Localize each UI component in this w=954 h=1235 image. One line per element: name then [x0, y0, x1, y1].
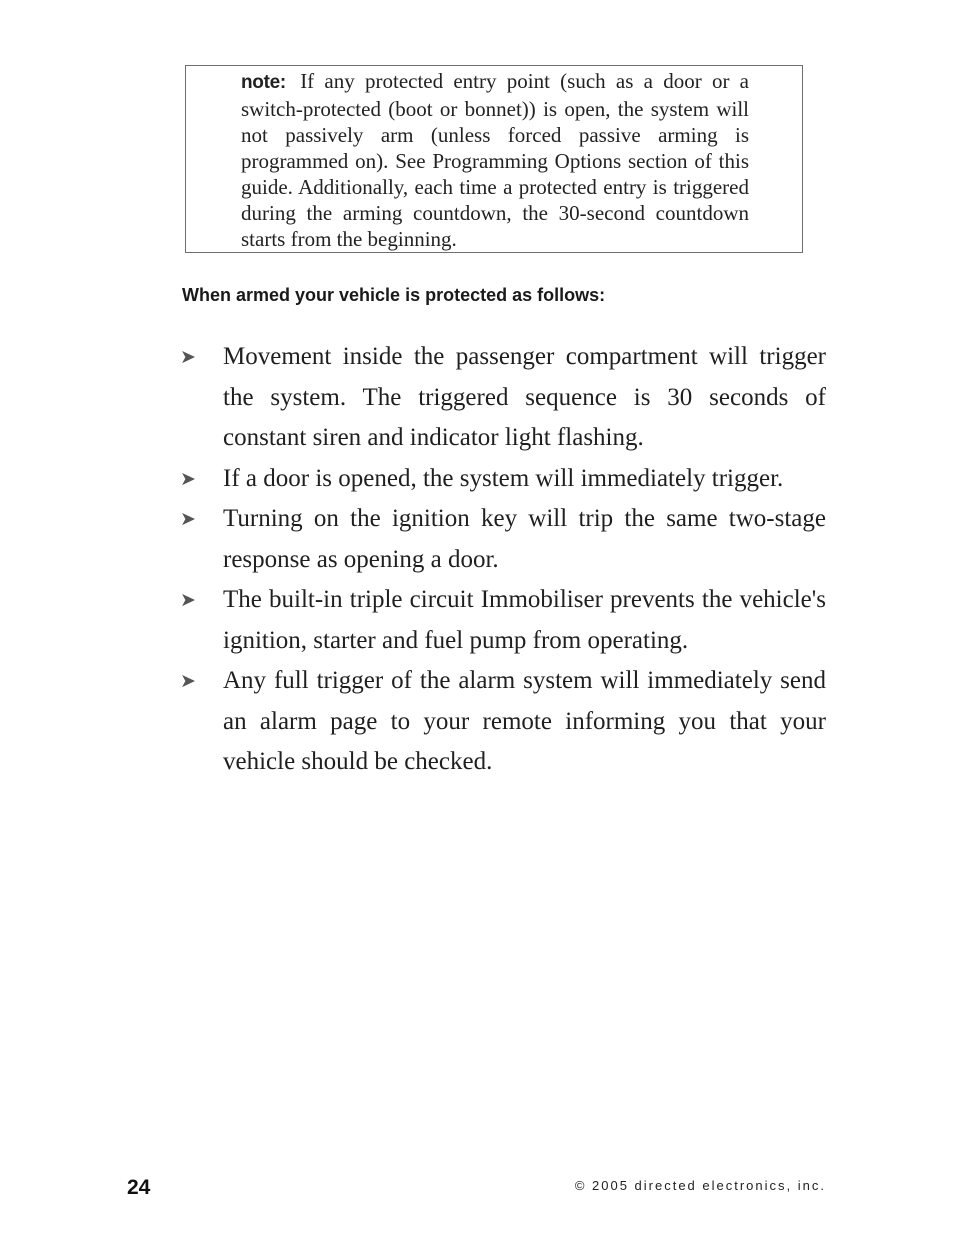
arrow-bullet-icon: ➤	[180, 589, 196, 611]
list-item	[180, 459, 826, 500]
list-item-text: If a door is opened, the system will immediately trigger.	[223, 464, 784, 492]
arrow-bullet-icon: ➤	[180, 346, 196, 368]
arrow-bullet-icon: ➤	[180, 508, 196, 530]
list-item-text: Movement inside the passenger compartment will trigger the system. The triggered sequence is 30 seconds of constant siren and indicator light flashing.	[223, 343, 826, 451]
list-item	[180, 580, 826, 661]
list-item-text: Turning on the ignition key will trip the same two-stage response as opening a door.	[223, 505, 826, 573]
arrow-bullet-icon: ➤	[180, 467, 196, 490]
list-item-text: The built-in triple circuit Immobiliser prevents the vehicle's ignition, starter and fuel pump from operating.	[223, 586, 826, 654]
arrow-bullet-icon: ➤	[180, 670, 196, 692]
note-text	[241, 68, 749, 252]
section-heading: When armed your vehicle is protected as follows:	[182, 285, 606, 305]
list-item-text: Any full trigger of the alarm system will immediately send an alarm page to your remote informing you that your vehicle should be checked.	[223, 667, 826, 775]
list-item	[180, 661, 826, 783]
note-box	[185, 65, 803, 253]
protection-list	[180, 337, 826, 783]
list-item	[180, 499, 826, 580]
note-body: If any protected entry point (such as a door or a switch-protected (boot or bonnet)) is open, the system will not passively arm (unless forced passive arming is programmed on). See Programming Options section of this guide. Additionally, each time a protected entry is triggered during the arming countdown, the 30-second countdown starts from the beginning.	[241, 69, 750, 251]
copyright-footer: © 2005 directed electronics, inc.	[574, 1178, 826, 1193]
note-label: note:	[241, 72, 286, 93]
page-number: 24	[127, 1176, 151, 1199]
list-item	[180, 337, 826, 459]
